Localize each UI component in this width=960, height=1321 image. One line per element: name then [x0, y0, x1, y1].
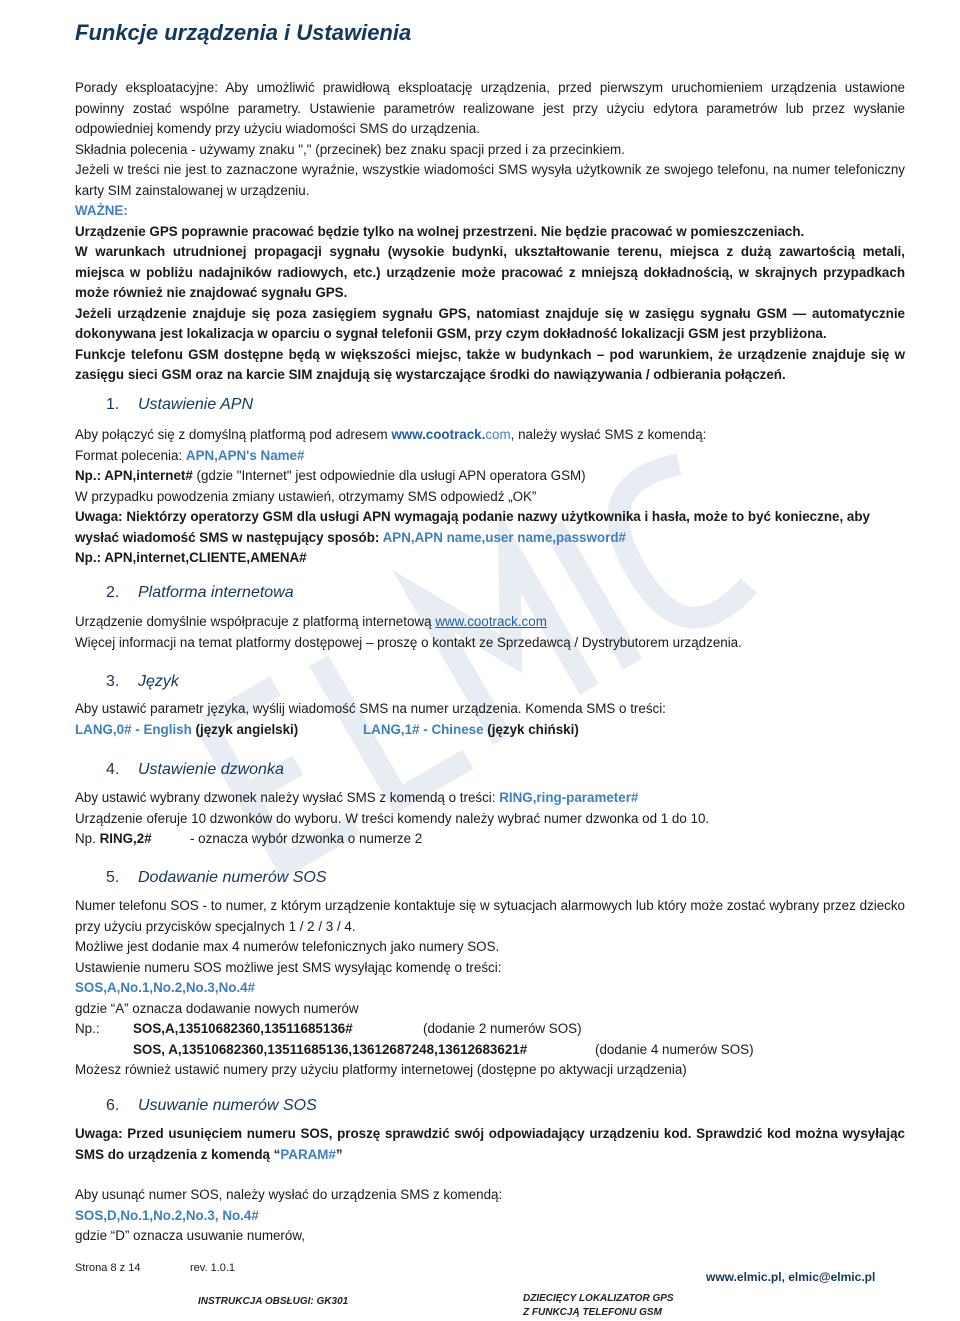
manual-label: INSTRUKCJA OBSŁUGI: GK301 — [198, 1296, 349, 1307]
apn-format: APN,APN's Name# — [185, 447, 305, 463]
platform-link[interactable]: www.cootrack.com — [435, 614, 547, 629]
cootrack-link[interactable]: www.cootrack. — [391, 427, 486, 442]
section-5-body: Numer telefonu SOS - to numer, z którym urządzenie kontaktuje się w sytuacjach alarmowych lub który może zostać wybrany przez dziecko przy użyciu przycisków specjalnych 1 / 2 / 3 / 4. Możliwe jest dodanie max 4 numerów telefonicznych jako numery SOS. Ustawienie numeru SOS możliwe jest SMS wysyłając komendę o treści: SOS,A,No.1,No.2,No.3,No.4# gdzie “A” oznacza dodawanie nowych numerów Np.: SOS,A,13510682360,13511685136# (dodanie 2 numerów SOS) SOS, A,13510682360,13511685136,13612687248,13612683621# (dodanie 4 numerów SOS) Możesz również ustawić numery przy użyciu platformy internetowej (dostępne po aktywacji urządzenia) — [75, 898, 905, 1077]
contact-link[interactable]: www.elmic.pl, elmic@elmic.pl — [706, 1270, 876, 1284]
important-1: Urządzenie GPS poprawnie pracować będzie tylko na wolnej przestrzeni. Nie będzie pracować w pomieszczeniach. — [75, 223, 805, 239]
important-2: W warunkach utrudnionej propagacji sygnału (wysokie budynki, ukształtowanie terenu, miejsca z dużą zawartością metali, miejsca w pobliżu nadajników radiowych, etc.) urządzenie może pracować z mniejszą dokładnością, w skrajnych przypadkach może również nie znajdować sygnału GPS. — [75, 244, 905, 300]
page-title: Funkcje urządzenia i Ustawienia — [75, 20, 412, 45]
sos-add-command: SOS,A,No.1,No.2,No.3,No.4# — [75, 980, 256, 995]
section-3-heading: 3. Język — [106, 673, 179, 690]
section-2-heading: 2. Platforma internetowa — [106, 584, 294, 601]
important-3: Jeżeli urządzenie znajduje się poza zasięgiem sygnału GPS, natomiast znajduje się w zasięgu sygnału GSM — automatycznie dokonywana jest lokalizacja w oparciu o sygnał telefonii GSM, przy czym dokładność lokalizacji GSM jest przybliżona. — [75, 305, 905, 341]
lang-chinese: LANG,1# - Chinese — [363, 721, 484, 737]
section-6-body: Uwaga: Przed usunięciem numeru SOS, proszę sprawdzić swój odpowiadający urządzeniu kod. Sprawdzić kod można wysyłając SMS do urządzenia z komendą “PARAM#” Aby usunąć numer SOS, należy wysłać do urządzenia SMS z komendą: SOS,D,No.1,No.2,No.3, No.4# gdzie “D” oznacza usuwanie numerów, — [75, 1126, 905, 1243]
intro-paragraph: Porady eksploatacyjne: Aby umożliwić prawidłową eksploatację urządzenia, przed pierwszym uruchomieniem urządzenia ustawione powinny zostać wspólne parametry. Ustawienie parametrów realizowane jest przy użyciu edytora parametrów lub przez wysłanie odpowiedniej komendy przy użyciu wiadomości SMS do urządzenia. — [75, 80, 905, 136]
product-line-1: DZIECIĘCY LOKALIZATOR GPS — [523, 1293, 674, 1304]
section-4-heading: 4. Ustawienie dzwonka — [106, 761, 284, 778]
sms-note: Jeżeli w treści nie jest to zaznaczone wyraźnie, wszystkie wiadomości SMS wysyła użytkownik ze swojego telefonu, na numer telefoniczny karty SIM zainstalowanej w urządzeniu. — [75, 162, 905, 198]
revision: rev. 1.0.1 — [190, 1262, 236, 1274]
important-label: WAŻNE: — [75, 203, 128, 218]
sos-delete-command: SOS,D,No.1,No.2,No.3, No.4# — [75, 1207, 259, 1223]
page-number: Strona 8 z 14 — [75, 1262, 141, 1274]
syntax-note: Składnia polecenia - używamy znaku "," (przecinek) bez znaku spacji przed i za przecinkiem. — [75, 141, 625, 157]
section-1-heading: 1. Ustawienie APN — [106, 396, 254, 413]
section-6-heading: 6. Usuwanie numerów SOS — [106, 1097, 317, 1114]
intro-section — [75, 78, 905, 386]
section-2-body: Urządzenie domyślnie współpracuje z platformą internetową www.cootrack.com Więcej informacji na temat platformy dostępowej – proszę o kontakt ze Sprzedawcą / Dystrybutorem urządzenia. — [75, 614, 742, 650]
section-1-body: Aby połączyć się z domyślną platformą pod adresem www.cootrack.com, należy wysłać SMS z komendą: Format polecenia: APN,APN's Name# Np.: APN,internet# (gdzie "Internet" jest odpowiednie dla usługi APN operatora GSM) W przypadku powodzenia zmiany ustawień, otrzymamy SMS odpowiedź „OK” Uwaga: Niektórzy operatorzy GSM dla usługi APN wymagają podanie nazwy użytkownika i hasła, może to być konieczne, aby wysłać wiadomość SMS w następujący sposób: APN,APN name,user name,password# Np.: APN,internet,CLIENTE,AMENA# — [75, 427, 870, 565]
section-5-heading: 5. Dodawanie numerów SOS — [106, 869, 327, 886]
section-4-body: Aby ustawić wybrany dzwonek należy wysłać SMS z komendą o treści: RING,ring-parameter# Urządzenie oferuje 10 dzwonków do wyboru. W treści komendy należy wybrać numer dzwonka od 1 do 10. Np. RING,2# - oznacza wybór dzwonka o numerze 2 — [75, 790, 710, 846]
section-3-body: Aby ustawić parametr języka, wyślij wiadomość SMS na numer urządzenia. Komenda SMS o treści: LANG,0# - English (język angielski) LANG,1# - Chinese (język chiński) — [75, 701, 666, 737]
product-line-2: Z FUNKCJĄ TELEFONU GSM — [523, 1307, 662, 1318]
lang-english: LANG,0# - English — [75, 721, 192, 737]
important-4: Funkcje telefonu GSM dostępne będą w większości miejsc, także w budynkach – pod warunkiem, że urządzenie znajduje się w zasięgu sieci GSM oraz na karcie SIM znajdują się wystarczające środki do nawiązywania / odbierania połączeń. — [75, 346, 905, 382]
